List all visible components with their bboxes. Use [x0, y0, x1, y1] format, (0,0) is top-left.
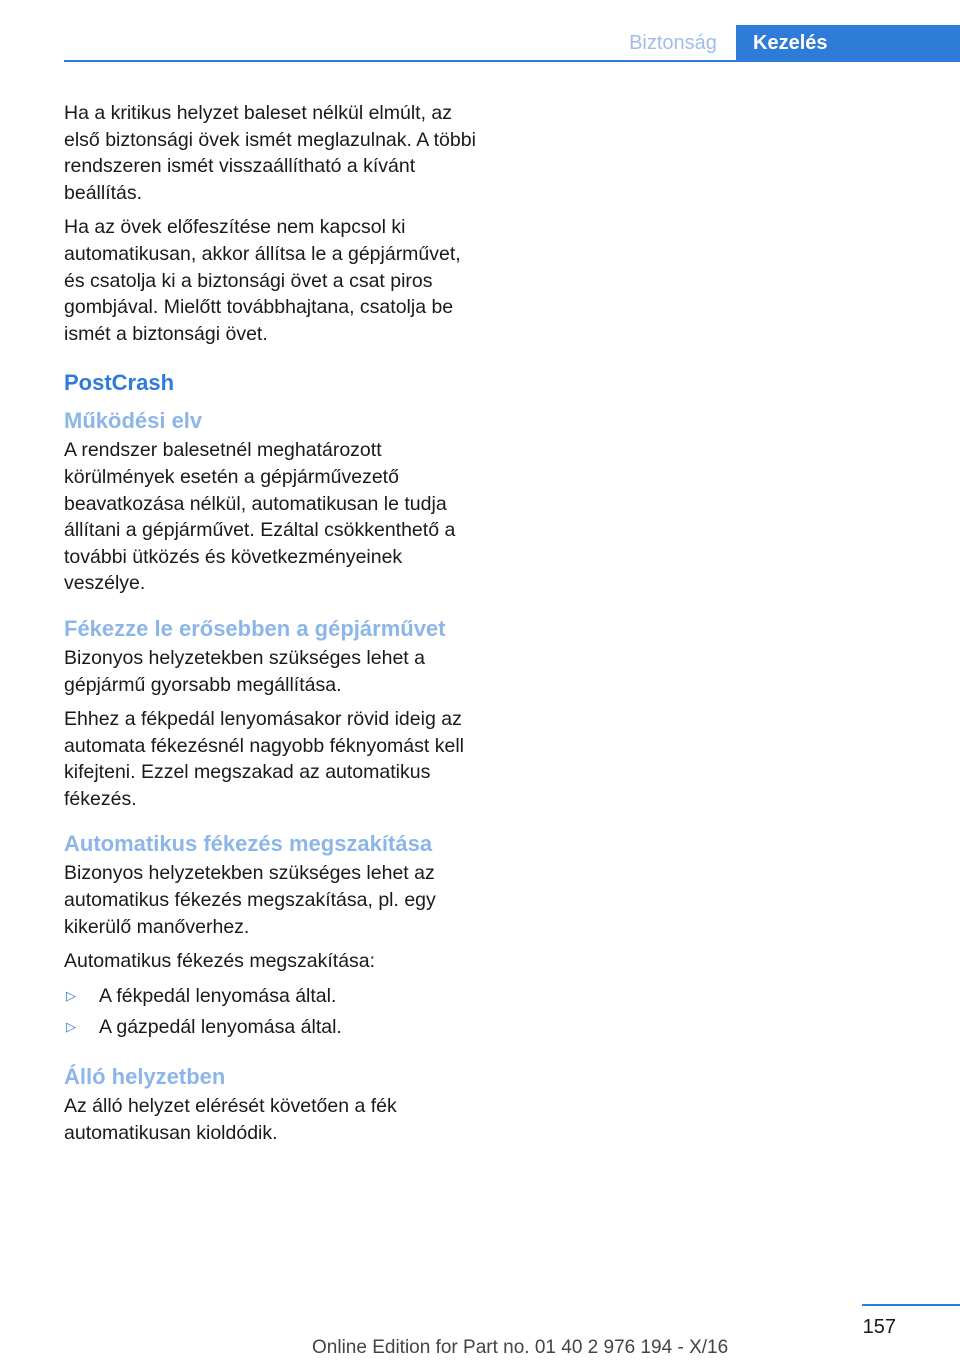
triangle-bullet-icon: ▷	[66, 1019, 76, 1035]
paragraph-1: Ha a kritikus helyzet baleset nélkül elmúlt, az első biztonsági övek ismét meglazulnak. A többi rendszeren ismét visszaállítható a kívánt beállítás.	[64, 102, 476, 204]
list-item-text: A gázpedál lenyomása által.	[99, 1016, 342, 1039]
triangle-bullet-icon: ▷	[66, 987, 76, 1003]
paragraph-7: Automatikus fékezés megszakítása:	[64, 950, 376, 973]
footer-divider	[862, 1304, 960, 1306]
edition-footer: Online Edition for Part no. 01 40 2 976 194 - X/16	[312, 1337, 729, 1358]
tab-biztonsag: Biztonság	[629, 32, 717, 54]
main-content	[64, 100, 484, 1154]
paragraph-3: A rendszer balesetnél meghatározott körülmények esetén a gépjárművezető beavatkozása nélkül, automatikusan le tudja állítani a gépjárművet. Ezáltal csökkenthető a további ütközés és következményeinek veszélye.	[64, 439, 456, 595]
list-item	[64, 983, 484, 1010]
heading-fekezze-le: Fékezze le erősebben a gépjárművet	[64, 615, 446, 641]
tab-kezeles: Kezelés	[736, 25, 960, 62]
paragraph-2: Ha az övek előfeszítése nem kapcsol ki automatikusan, akkor állítsa le a gépjárművet, és csatolja ki a biztonsági övet a csat piros gombjával. Mielőtt továbbhajtana, csatolja be ismét a biztonsági övet.	[64, 216, 461, 345]
paragraph-8: Az álló helyzet elérését követően a fék automatikusan kioldódik.	[64, 1095, 397, 1144]
header-divider	[64, 60, 960, 62]
paragraph-4: Bizonyos helyzetekben szükséges lehet a gépjármű gyorsabb megállítása.	[64, 646, 425, 696]
paragraph-5: Ehhez a fékpedál lenyomásakor rövid ideig az automata fékezésnél nagyobb féknyomást kell kifejteni. Ezzel megszakad az automatikus fékezés.	[64, 708, 464, 810]
interrupt-list	[64, 983, 484, 1041]
heading-mukodesi-elv: Működési elv	[64, 408, 203, 434]
paragraph-6: Bizonyos helyzetekben szükséges lehet az automatikus fékezés megszakítása, pl. egy kikerülő manőverhez.	[64, 862, 436, 938]
list-item	[64, 1014, 484, 1041]
page-number: 157	[862, 1316, 896, 1338]
heading-postcrash: PostCrash	[64, 370, 175, 396]
list-item-text: A fékpedál lenyomása által.	[99, 984, 337, 1007]
heading-allo-helyzetben: Álló helyzetben	[64, 1064, 226, 1090]
heading-automatikus-fekezes: Automatikus fékezés megszakítása	[64, 831, 433, 857]
page-header	[0, 25, 960, 63]
